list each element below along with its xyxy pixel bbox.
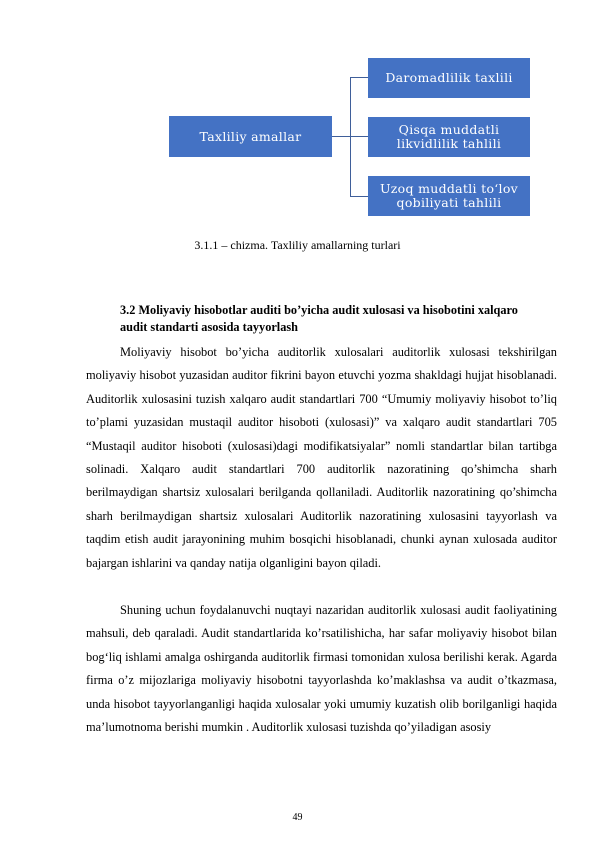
diagram-branch-box-3	[368, 176, 530, 216]
diagram-root-label: Taxliliy amallar	[199, 128, 302, 144]
connector-root-stub	[332, 136, 350, 137]
diagram-branch-box-1	[368, 58, 530, 98]
page-number: 49	[292, 812, 303, 823]
diagram-branch-label-1: Daromadlilik taxlili	[385, 70, 513, 85]
diagram-branch-box-2	[368, 117, 530, 157]
connector-branch-1	[350, 77, 368, 78]
connector-branch-2	[350, 136, 368, 137]
figure-caption: 3.1.1 – chizma. Taxliliy amallarning turlari	[194, 238, 401, 252]
diagram-branch-label-2: Qisqa muddatli likvidlilik tahlili	[396, 122, 502, 151]
diagram-root-box	[169, 116, 332, 157]
section-heading: 3.2 Moliyaviy hisobotlar auditi bo’yicha audit xulosasi va hisobotini xalqaro audit standarti asosida tayyorlash	[120, 303, 518, 334]
body-paragraph-1: Moliyaviy hisobot bo’yicha auditorlik xulosalari auditorlik xulosasi tekshirilgan moliyaviy hisobot yuzasidan auditor fikrini bayon etuvchi yozma shakldagi hujjat hisoblanadi. Auditorlik xulosasini tuzish xalqaro audit standartlari 700 “Umumiy moliyaviy hisobot to’liq to’plami yuzasidan mustaqil auditor hisoboti (xulosasi)” va xalqaro audit standartlari 705 “Mustaqil auditor hisoboti (xulosasi)dagi modifikatsiyalar” nomli standartlar bilan tartibga solinadi. Xalqaro audit standartlari 700 auditorlik nazoratining qo’shimcha sharh berilmaydigan shartsiz xulosalari berilganda qollaniladi. Auditorlik nazoratining qo’shimcha sharh berilmaydigan shartsiz xulosalari Auditorlik nazoratining xulosasini tayyorlash va taqdim etish audit jarayonining muhim bosqichi hisoblanadi, chunki aynan xulosada auditor bajargan ishlarini va qanday natija olganligini bayon qiladi.	[86, 345, 557, 570]
connector-branch-3	[350, 196, 368, 197]
body-paragraph-2: Shuning uchun foydalanuvchi nuqtayi nazaridan auditorlik xulosasi audit faoliyatining mahsuli, deb qaraladi. Audit standartlarida ko’rsatilishicha, har safar moliyaviy hisobot bilan bog‘liq ishlami amalga oshirganda auditorlik firmasi tomonidan xulosa berilishi kerak. Agarda firma o’z mijozlariga moliyaviy hisobotni tayyorlashda ko’maklashsa va audit o’tkazmasa, unda hisobot tayyorlanganligi haqida xulosalar yoki umumiy kuzatish olib borilganligi haqida ma’lumotnoma berishi mumkin . Auditorlik xulosasi tuzishda qo’yiladigan asosiy	[86, 603, 557, 735]
diagram-branch-label-3: Uzoq muddatli to‘lov qobiliyati tahlili	[379, 181, 519, 210]
